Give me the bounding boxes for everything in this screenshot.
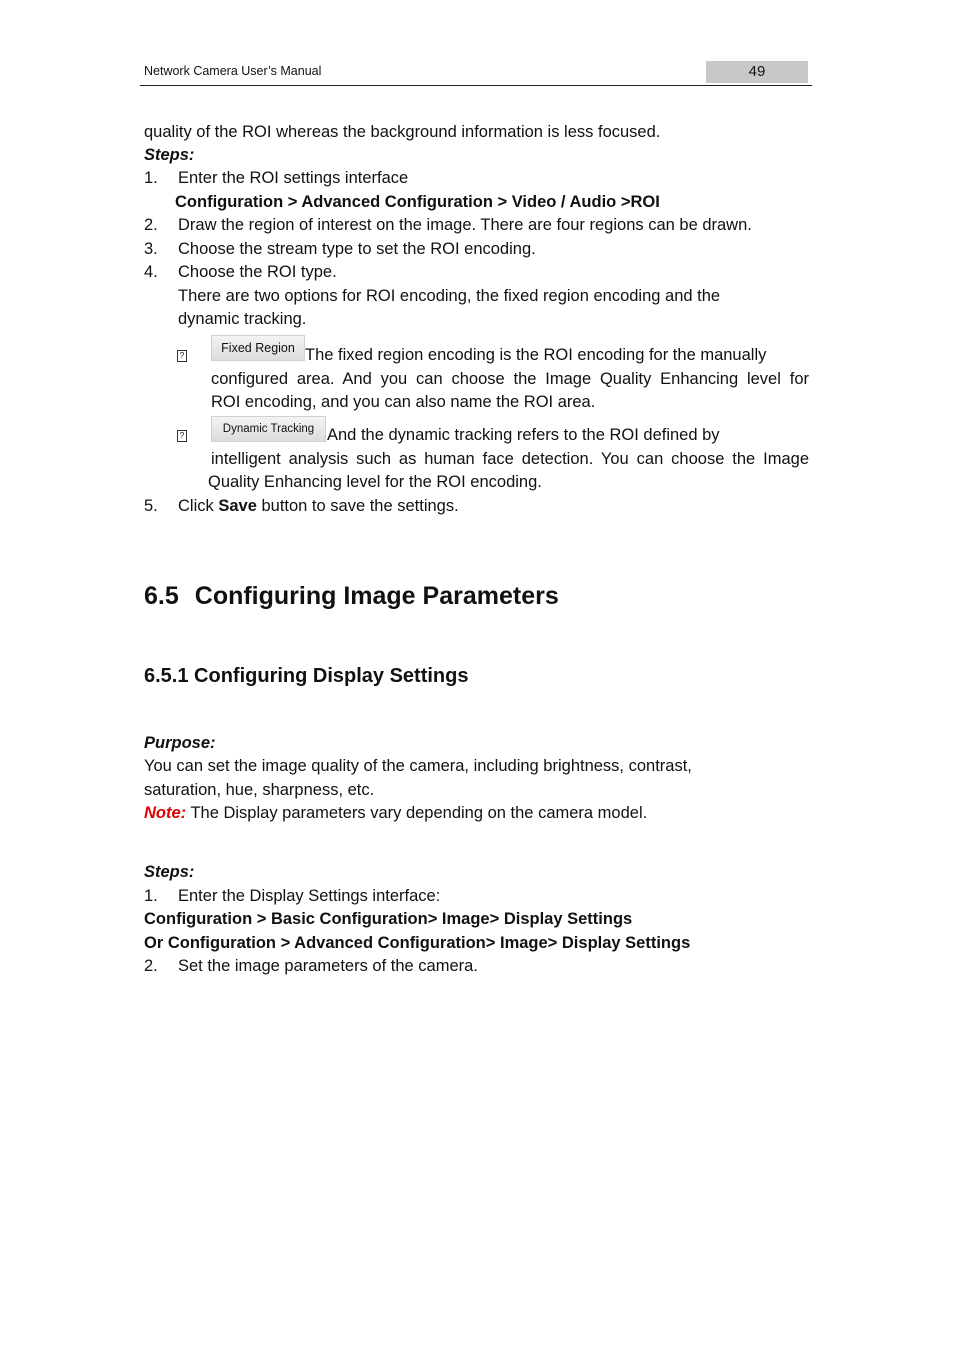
dynamic-tracking-line-1: And the dynamic tracking refers to the ROI defined by — [327, 426, 720, 444]
step-number: 5. — [144, 497, 158, 515]
display-menu-path-2: Or Configuration > Advanced Configuration> Image> Display Settings — [144, 934, 691, 952]
bullet-icon: ? — [177, 350, 187, 362]
dynamic-tracking-button-image: Dynamic Tracking — [211, 416, 326, 442]
intro-line: quality of the ROI whereas the background information is less focused. — [144, 123, 661, 141]
section-heading — [144, 582, 559, 611]
step-text: Enter the ROI settings interface — [178, 169, 409, 187]
note-label: Note: — [144, 804, 187, 822]
step-text-post: button to save the settings. — [256, 497, 459, 515]
roi-step-1 — [144, 168, 408, 188]
step-text-pre: Click — [178, 497, 219, 515]
page-number: 49 — [706, 61, 808, 83]
step-number: 1. — [144, 169, 158, 187]
header-divider — [140, 85, 812, 86]
roi-step-2 — [144, 215, 752, 235]
purpose-line-2: saturation, hue, sharpness, etc. — [144, 781, 375, 799]
fixed-region-line-1: The fixed region encoding is the ROI encoding for the manually — [305, 346, 767, 364]
purpose-label: Purpose: — [144, 734, 216, 752]
note — [144, 803, 647, 823]
purpose-line-1: You can set the image quality of the camera, including brightness, contrast, — [144, 757, 692, 775]
step-text: Enter the Display Settings interface: — [178, 887, 441, 905]
fixed-region-button-image: Fixed Region — [211, 335, 305, 361]
note-text: The Display parameters vary depending on the camera model. — [186, 804, 648, 822]
steps-label: Steps: — [144, 146, 195, 164]
save-keyword: Save — [218, 497, 257, 515]
header-title: Network Camera User’s Manual — [144, 64, 322, 78]
options-line-1: There are two options for ROI encoding, the fixed region encoding and the — [178, 287, 721, 305]
step-number: 2. — [144, 216, 158, 234]
subsection-heading: 6.5.1 Configuring Display Settings — [144, 665, 469, 687]
bullet-icon: ? — [177, 430, 187, 442]
step-text: Choose the stream type to set the ROI encoding. — [178, 240, 536, 258]
step-text: Draw the region of interest on the image. There are four regions can be drawn. — [178, 216, 752, 234]
steps-label-2: Steps: — [144, 863, 195, 881]
section-title: Configuring Image Parameters — [194, 582, 559, 610]
roi-step-3 — [144, 239, 536, 259]
options-line-2: dynamic tracking. — [178, 310, 307, 328]
roi-step-4 — [144, 262, 337, 282]
display-menu-path-1: Configuration > Basic Configuration> Image> Display Settings — [144, 910, 633, 928]
display-step-2 — [144, 956, 478, 976]
step-number: 1. — [144, 887, 158, 905]
dynamic-tracking-line-3: Quality Enhancing level for the ROI encoding. — [208, 473, 542, 491]
display-step-1 — [144, 886, 440, 906]
dynamic-tracking-line-2: intelligent analysis such as human face detection. You can choose the Image — [211, 450, 809, 468]
step-text: Choose the ROI type. — [178, 263, 337, 281]
section-number: 6.5 — [144, 582, 179, 610]
step-text: Set the image parameters of the camera. — [178, 957, 478, 975]
fixed-region-line-2: configured area. And you can choose the Image Quality Enhancing level for — [211, 370, 809, 388]
roi-menu-path: Configuration > Advanced Configuration > Video / Audio >ROI — [175, 193, 660, 211]
fixed-region-line-3: ROI encoding, and you can also name the ROI area. — [211, 393, 596, 411]
step-number: 4. — [144, 263, 158, 281]
step-number: 3. — [144, 240, 158, 258]
roi-step-5 — [144, 496, 459, 516]
step-number: 2. — [144, 957, 158, 975]
